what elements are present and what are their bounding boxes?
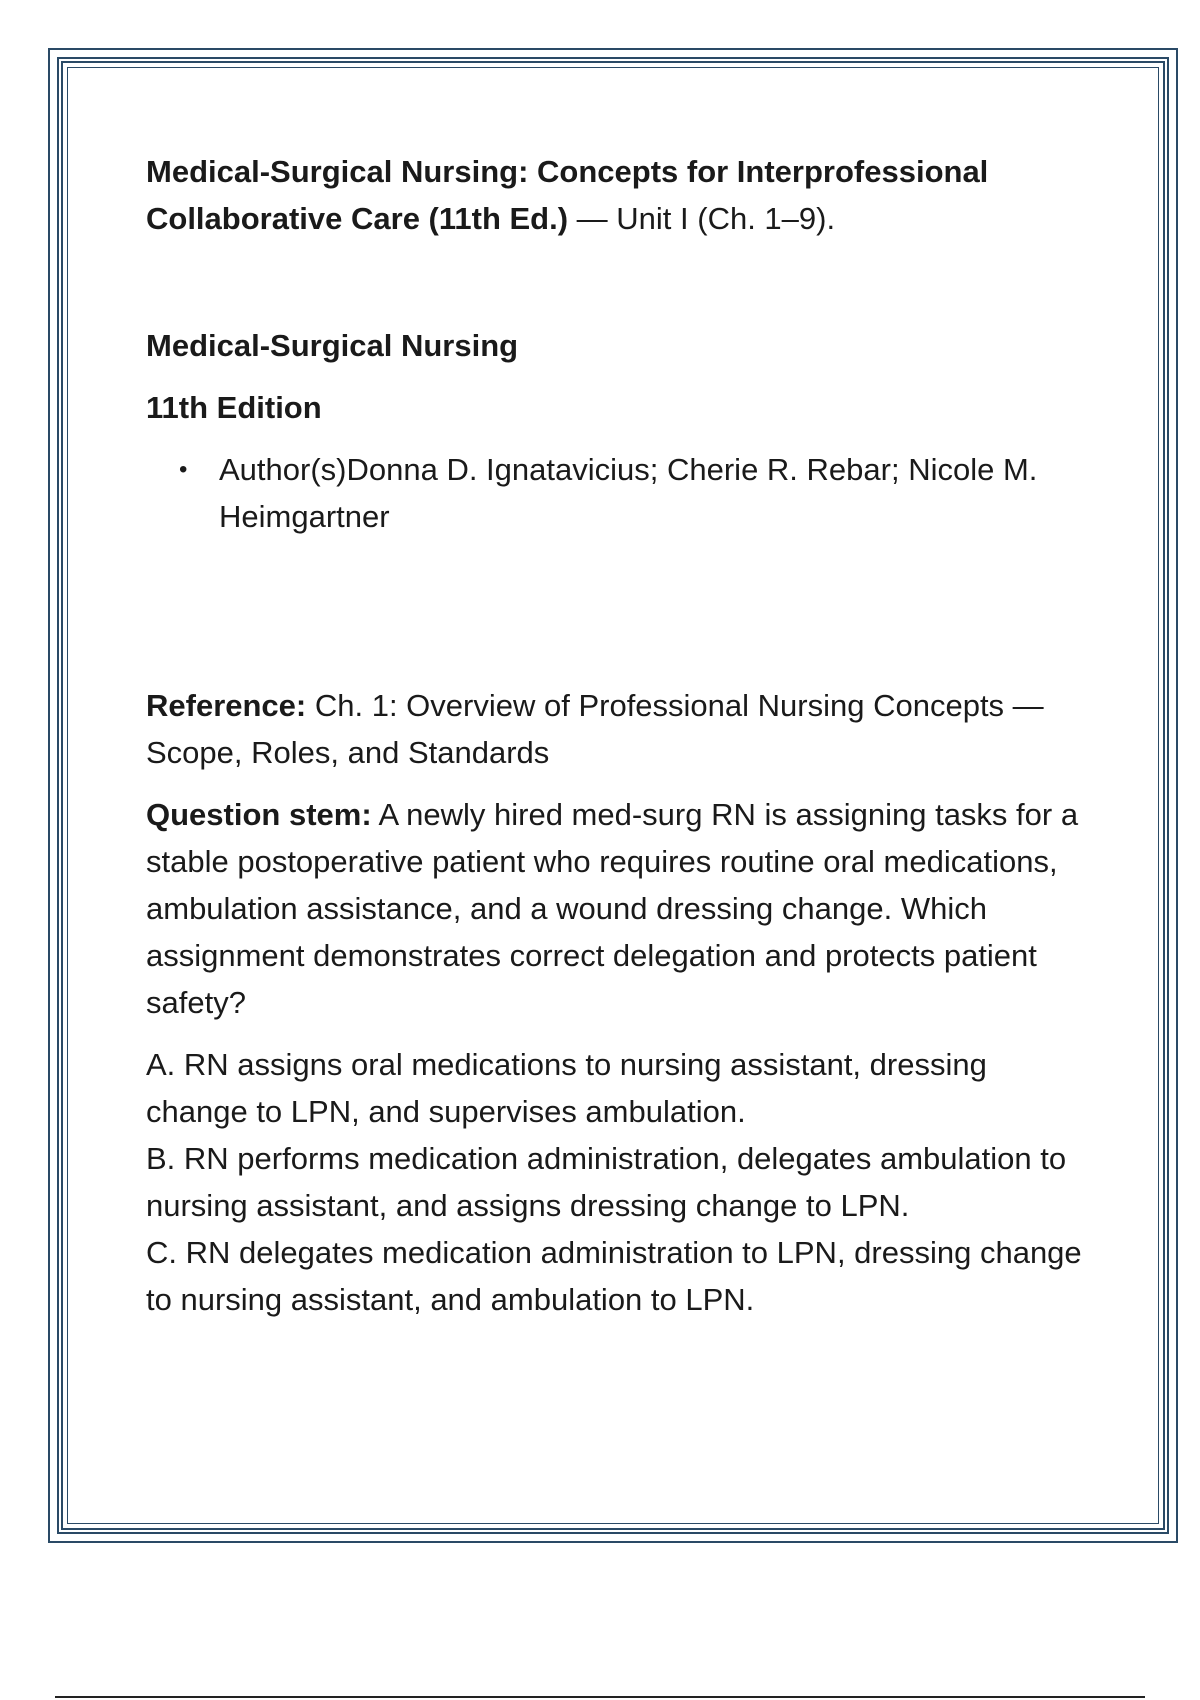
question-stem: [146, 791, 1086, 1026]
answer-options: [146, 1041, 1086, 1323]
option-a: A. RN assigns oral medications to nursing assistant, dressing change to LPN, and supervises ambulation.: [146, 1047, 987, 1129]
question-text: A newly hired med-surg RN is assigning tasks for a stable postoperative patient who requires routine oral medications, ambulation assistance, and a wound dressing change. Which assignment demonstrates correct delegation and protects patient safety?: [146, 797, 1079, 1020]
book-edition: 11th Edition: [146, 390, 322, 425]
book-name: Medical-Surgical Nursing: [146, 328, 519, 363]
bullet-icon: •: [179, 456, 188, 483]
authors-text: Author(s)Donna D. Ignatavicius; Cherie R. Rebar; Nicole M. Heimgartner: [219, 452, 1038, 534]
title-unit: — Unit I (Ch. 1–9).: [568, 201, 836, 236]
document-title: [146, 148, 1086, 242]
option-b: B. RN performs medication administration, delegates ambulation to nursing assistant, and assigns dressing change to LPN.: [146, 1141, 1067, 1223]
title-bold: Medical-Surgical Nursing: Concepts for Interprofessional Collaborative Care (11th Ed.): [146, 154, 989, 236]
reference: [146, 682, 1086, 776]
question-label: Question stem:: [146, 797, 372, 832]
reference-label: Reference:: [146, 688, 307, 723]
authors-list: [146, 446, 1086, 540]
reference-text: Ch. 1: Overview of Professional Nursing Concepts — Scope, Roles, and Standards: [146, 688, 1044, 770]
list-item: [179, 446, 1086, 540]
option-c: C. RN delegates medication administration to LPN, dressing change to nursing assistant, and ambulation to LPN.: [146, 1235, 1082, 1317]
document-body: [146, 148, 1086, 1323]
footer-divider: [55, 1696, 1145, 1698]
